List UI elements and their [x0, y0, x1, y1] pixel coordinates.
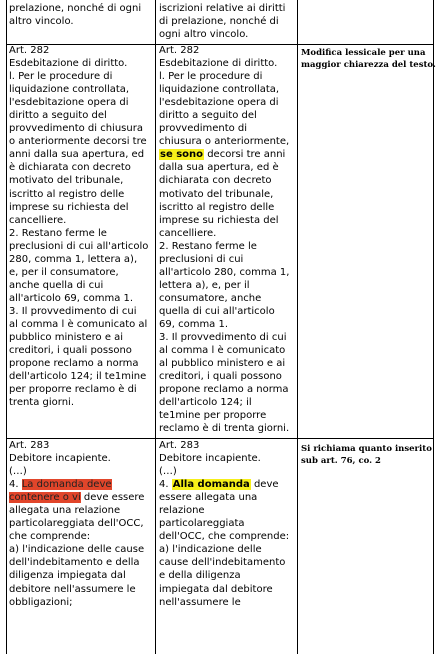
art282-old-line: [9, 96, 152, 109]
art282-new-text: imprese su richiesta del: [159, 214, 279, 226]
art282-new-text: 2. Restano ferme le: [159, 240, 257, 252]
art283-note-line: [301, 443, 431, 455]
art282-new-line: [159, 96, 294, 109]
art283-note: [301, 443, 431, 467]
art282-old-line: [9, 292, 152, 305]
art283-new-text: Art. 283: [159, 440, 200, 451]
art283-old-line: [9, 583, 152, 596]
art282-old-line: [9, 109, 152, 122]
art282-new-text: reclamo è di trenta giorni.: [159, 423, 290, 435]
art282-old-text: provvedimento di chiusura: [9, 123, 143, 135]
art283-old-line: [9, 504, 152, 517]
art282-note: [301, 47, 436, 71]
art283-old-line: [9, 478, 152, 491]
art282-new-line: [159, 174, 294, 187]
art283-new-line: [159, 569, 294, 582]
art282-new-line: [159, 57, 294, 70]
art283-old-line: [9, 543, 152, 556]
art282-new-line: [159, 383, 294, 396]
art283-old-line: [9, 556, 152, 569]
art282-old-line: [9, 331, 152, 344]
art282-old-text: motivato del tribunale,: [9, 175, 124, 187]
art282-old-text: diritto a seguito del: [9, 110, 107, 122]
art282-old-text: 280, comma 1, lettera a),: [9, 253, 138, 265]
art282-new-text: propone reclamo a norma: [159, 384, 289, 396]
art282-old-line: [9, 318, 152, 331]
art282-old-line: [9, 227, 152, 240]
art282-old-line: [9, 396, 152, 409]
art282-new-text: all'articolo 280, comma 1,: [159, 266, 290, 278]
art283-new-text: dell'OCC, che comprende:: [159, 531, 290, 543]
art282-old-text: anni dalla sua apertura, ed: [9, 149, 145, 161]
art282-old-line: [9, 122, 152, 135]
art283-new-line: [159, 556, 294, 569]
art283-old-text: Art. 283: [9, 440, 50, 451]
art282-old-line: [9, 70, 152, 83]
art282-old-line: [9, 57, 152, 70]
art282-new-text: Art. 282: [159, 45, 200, 56]
top-middle-line: [159, 2, 294, 15]
top-middle-cell: [159, 2, 294, 41]
table-border-right: [433, 0, 434, 654]
art283-new-line: [159, 439, 294, 452]
art282-old-line: [9, 83, 152, 96]
art282-new-line: [159, 344, 294, 357]
art282-new-text: al pubblico ministero e ai: [159, 358, 286, 370]
art282-old-text: e, per il consumatore,: [9, 266, 119, 278]
art282-new-line: [159, 109, 294, 122]
art283-new-text: [159, 439, 294, 609]
art282-new-line: [159, 253, 294, 266]
art282-old-text: è dichiarata con decreto: [9, 162, 131, 174]
art282-old-line: [9, 174, 152, 187]
art282-old-line: [9, 357, 152, 370]
art283-new-text: e della diligenza: [159, 570, 241, 582]
art282-new-line: [159, 331, 294, 344]
art283-old-text: deve essere: [80, 492, 145, 504]
top-left-line: [9, 2, 152, 15]
art282-new-line: [159, 318, 294, 331]
art282-old-text: creditori, i quali possono: [9, 345, 132, 357]
art282-old-line: [9, 201, 152, 214]
art282-new-line: [159, 135, 294, 148]
art283-old-line: [9, 517, 152, 530]
art282-new-text: quella di cui all'articolo: [159, 305, 275, 317]
art282-old-text: 2. Restano ferme le: [9, 227, 107, 239]
art282-new-text: dell'articolo 124; il: [159, 397, 252, 409]
art283-new-text: (…): [159, 466, 177, 478]
art283-new-line: [159, 491, 294, 504]
art283-old-text: a) l'indicazione delle cause: [9, 544, 145, 556]
art282-old-text: 3. Il provvedimento di cui: [9, 305, 137, 317]
art282-old-line: [9, 383, 152, 396]
art283-new-text: 4.: [159, 479, 172, 491]
art283-new-line: [159, 478, 294, 491]
art282-old-line: [9, 44, 152, 57]
art283-old-text: debitore nell'assumere le: [9, 583, 136, 595]
art283-old-text: (…): [9, 466, 27, 478]
art282-new-line: [159, 266, 294, 279]
art282-new-line: [159, 188, 294, 201]
top-middle-text: di prelazione, nonché di: [159, 16, 279, 28]
art282-new-line: [159, 292, 294, 305]
art283-new-line: [159, 465, 294, 478]
art282-new-text: provvedimento di: [159, 123, 248, 135]
art282-new-text: l'esdebitazione opera di: [159, 97, 279, 109]
art282-old-line: [9, 188, 152, 201]
art282-new-line: [159, 422, 294, 435]
art282-old-text: all'articolo 69, comma 1.: [9, 292, 134, 304]
art283-note-line: [301, 455, 431, 467]
art283-old-line: [9, 491, 152, 504]
art283-new-line: [159, 543, 294, 556]
art282-new-text: consumatore, anche: [159, 292, 262, 304]
art283-new-line: [159, 530, 294, 543]
art283-new-line: [159, 504, 294, 517]
art283-new-text: cause dell'indebitamento: [159, 557, 286, 569]
art282-old-line: [9, 214, 152, 227]
art282-old-text: al comma l è comunicato al: [9, 318, 148, 330]
deleted-text-highlight: contenere o vi: [9, 492, 81, 504]
art282-new-text: cancelliere.: [159, 227, 217, 239]
art282-old-text: trenta giorni.: [9, 397, 75, 409]
art282-new-text: 69, comma 1.: [159, 318, 229, 330]
art282-new-line: [159, 83, 294, 96]
art282-old-line: [9, 148, 152, 161]
art283-old-text: allegata una relazione: [9, 505, 121, 517]
art283-new-text: a) l'indicazione delle: [159, 544, 262, 556]
art282-new-text: te1mine per proporre: [159, 410, 267, 422]
art282-new-line: [159, 70, 294, 83]
art282-old-line: [9, 240, 152, 253]
art283-old-line: [9, 530, 152, 543]
art283-new-text: essere allegata una: [159, 492, 258, 504]
art282-old-text: o anteriormente decorsi tre: [9, 136, 147, 148]
art282-old-text: l'esdebitazione opera di: [9, 97, 129, 109]
top-middle-text: iscrizioni relative ai diritti: [159, 3, 286, 14]
art282-new-line: [159, 357, 294, 370]
art282-new-line: [159, 409, 294, 422]
top-left-cell: [9, 2, 152, 28]
table-border-left: [6, 0, 7, 654]
art282-note-line: [301, 47, 431, 59]
art282-old-line: [9, 370, 152, 383]
art283-new-line: [159, 517, 294, 530]
art282-new-line: [159, 227, 294, 240]
art282-new-text: decorsi tre anni: [204, 149, 286, 161]
art282-new-line: [159, 161, 294, 174]
art282-old-line: [9, 279, 152, 292]
art282-old-text: imprese su richiesta del: [9, 201, 129, 213]
art282-old-line: [9, 266, 152, 279]
top-left-line: [9, 15, 152, 28]
art282-new-text: dalla sua apertura, ed è: [159, 162, 279, 174]
art282-old-text: cancelliere.: [9, 214, 67, 226]
art283-old-line: [9, 452, 152, 465]
deleted-text-highlight: La domanda deve: [21, 479, 112, 491]
art283-old-text: [9, 439, 152, 609]
art283-old-text: dell'indebitamento e della: [9, 557, 140, 569]
art282-new-line: [159, 305, 294, 318]
table-divider-2: [297, 0, 298, 654]
art283-old-text: obbligazioni;: [9, 596, 73, 608]
art282-new-text: Esdebitazione di diritto.: [159, 58, 278, 70]
art282-new-line: [159, 396, 294, 409]
art282-note-text: maggior chiarezza del testo.: [301, 60, 436, 70]
art282-new-line: [159, 370, 294, 383]
art282-old-text: dell'articolo 124; il te1mine: [9, 371, 147, 383]
art282-new-text: 3. Il provvedimento di cui: [159, 332, 287, 344]
art282-old-text: Art. 282: [9, 45, 50, 56]
art283-old-line: [9, 596, 152, 609]
art282-old-line: [9, 135, 152, 148]
art282-note-line: [301, 59, 436, 71]
art283-new-line: [159, 452, 294, 465]
art282-old-line: [9, 305, 152, 318]
art282-new-text: lettera a), e, per il: [159, 279, 250, 291]
art282-new-text: al comma l è comunicato: [159, 345, 286, 357]
top-middle-line: [159, 15, 294, 28]
art283-new-text: deve: [250, 479, 279, 491]
art283-new-text: relazione: [159, 505, 205, 517]
art283-old-text: diligenza impiegata dal: [9, 570, 126, 582]
art282-old-text: [9, 44, 152, 409]
art282-old-text: liquidazione controllata,: [9, 84, 130, 96]
top-middle-line: [159, 28, 294, 41]
art283-old-text: che comprende:: [9, 531, 91, 543]
art283-new-line: [159, 583, 294, 596]
art282-new-line: [159, 279, 294, 292]
art282-new-text: preclusioni di cui: [159, 253, 244, 265]
art282-old-text: l. Per le procedure di: [9, 71, 113, 83]
art282-new-text: motivato del tribunale,: [159, 188, 274, 200]
added-text-highlight: Alla domanda: [172, 479, 250, 491]
art282-new-text: chiusura o anteriormente,: [159, 136, 290, 148]
art282-old-text: iscritto al registro delle: [9, 188, 125, 200]
table-divider-1: [155, 0, 156, 654]
art282-new-line: [159, 201, 294, 214]
art282-old-line: [9, 344, 152, 357]
art282-new-text: diritto a seguito del: [159, 110, 257, 122]
art283-new-line: [159, 596, 294, 609]
art282-old-line: [9, 253, 152, 266]
art282-new-text: [159, 44, 294, 435]
top-left-text: altro vincolo.: [9, 16, 74, 28]
art283-new-text: Debitore incapiente.: [159, 453, 261, 465]
art282-new-line: [159, 148, 294, 161]
art283-new-text: impiegata dal debitore: [159, 583, 273, 595]
art283-old-line: [9, 439, 152, 452]
art282-new-text: creditori, i quali possono: [159, 371, 282, 383]
art283-old-line: [9, 465, 152, 478]
art282-old-text: pubblico ministero e ai: [9, 332, 124, 344]
art282-old-text: Esdebitazione di diritto.: [9, 58, 128, 70]
art282-old-text: preclusioni di cui all'articolo: [9, 240, 149, 252]
art282-old-line: [9, 161, 152, 174]
art282-new-line: [159, 240, 294, 253]
art282-old-text: per proporre reclamo è di: [9, 384, 137, 396]
art283-note-text: Si richiama quanto inserito: [301, 444, 432, 454]
art282-new-text: l. Per le procedure di: [159, 71, 263, 83]
added-text-highlight: se sono: [160, 149, 204, 161]
art283-old-text: 4.: [9, 479, 22, 491]
art282-new-text: iscritto al registro delle: [159, 201, 275, 213]
art282-new-text: dichiarata con decreto: [159, 175, 272, 187]
art283-old-line: [9, 569, 152, 582]
art282-new-line: [159, 44, 294, 57]
art283-old-text: Debitore incapiente.: [9, 453, 111, 465]
art283-note-text: sub art. 76, co. 2: [301, 456, 381, 466]
art282-old-text: propone reclamo a norma: [9, 358, 139, 370]
art282-old-text: anche quella di cui: [9, 279, 104, 291]
art282-new-line: [159, 214, 294, 227]
art282-new-line: [159, 122, 294, 135]
art283-new-text: nell'assumere le: [159, 596, 241, 608]
top-left-text: prelazione, nonché di ogni: [9, 3, 142, 14]
art283-new-text: particolareggiata: [159, 518, 245, 530]
top-middle-text: ogni altro vincolo.: [159, 29, 249, 41]
art282-new-text: liquidazione controllata,: [159, 84, 280, 96]
art282-note-text: Modifica lessicale per una: [301, 48, 426, 58]
art283-old-text: particolareggiata dell'OCC,: [9, 518, 144, 530]
